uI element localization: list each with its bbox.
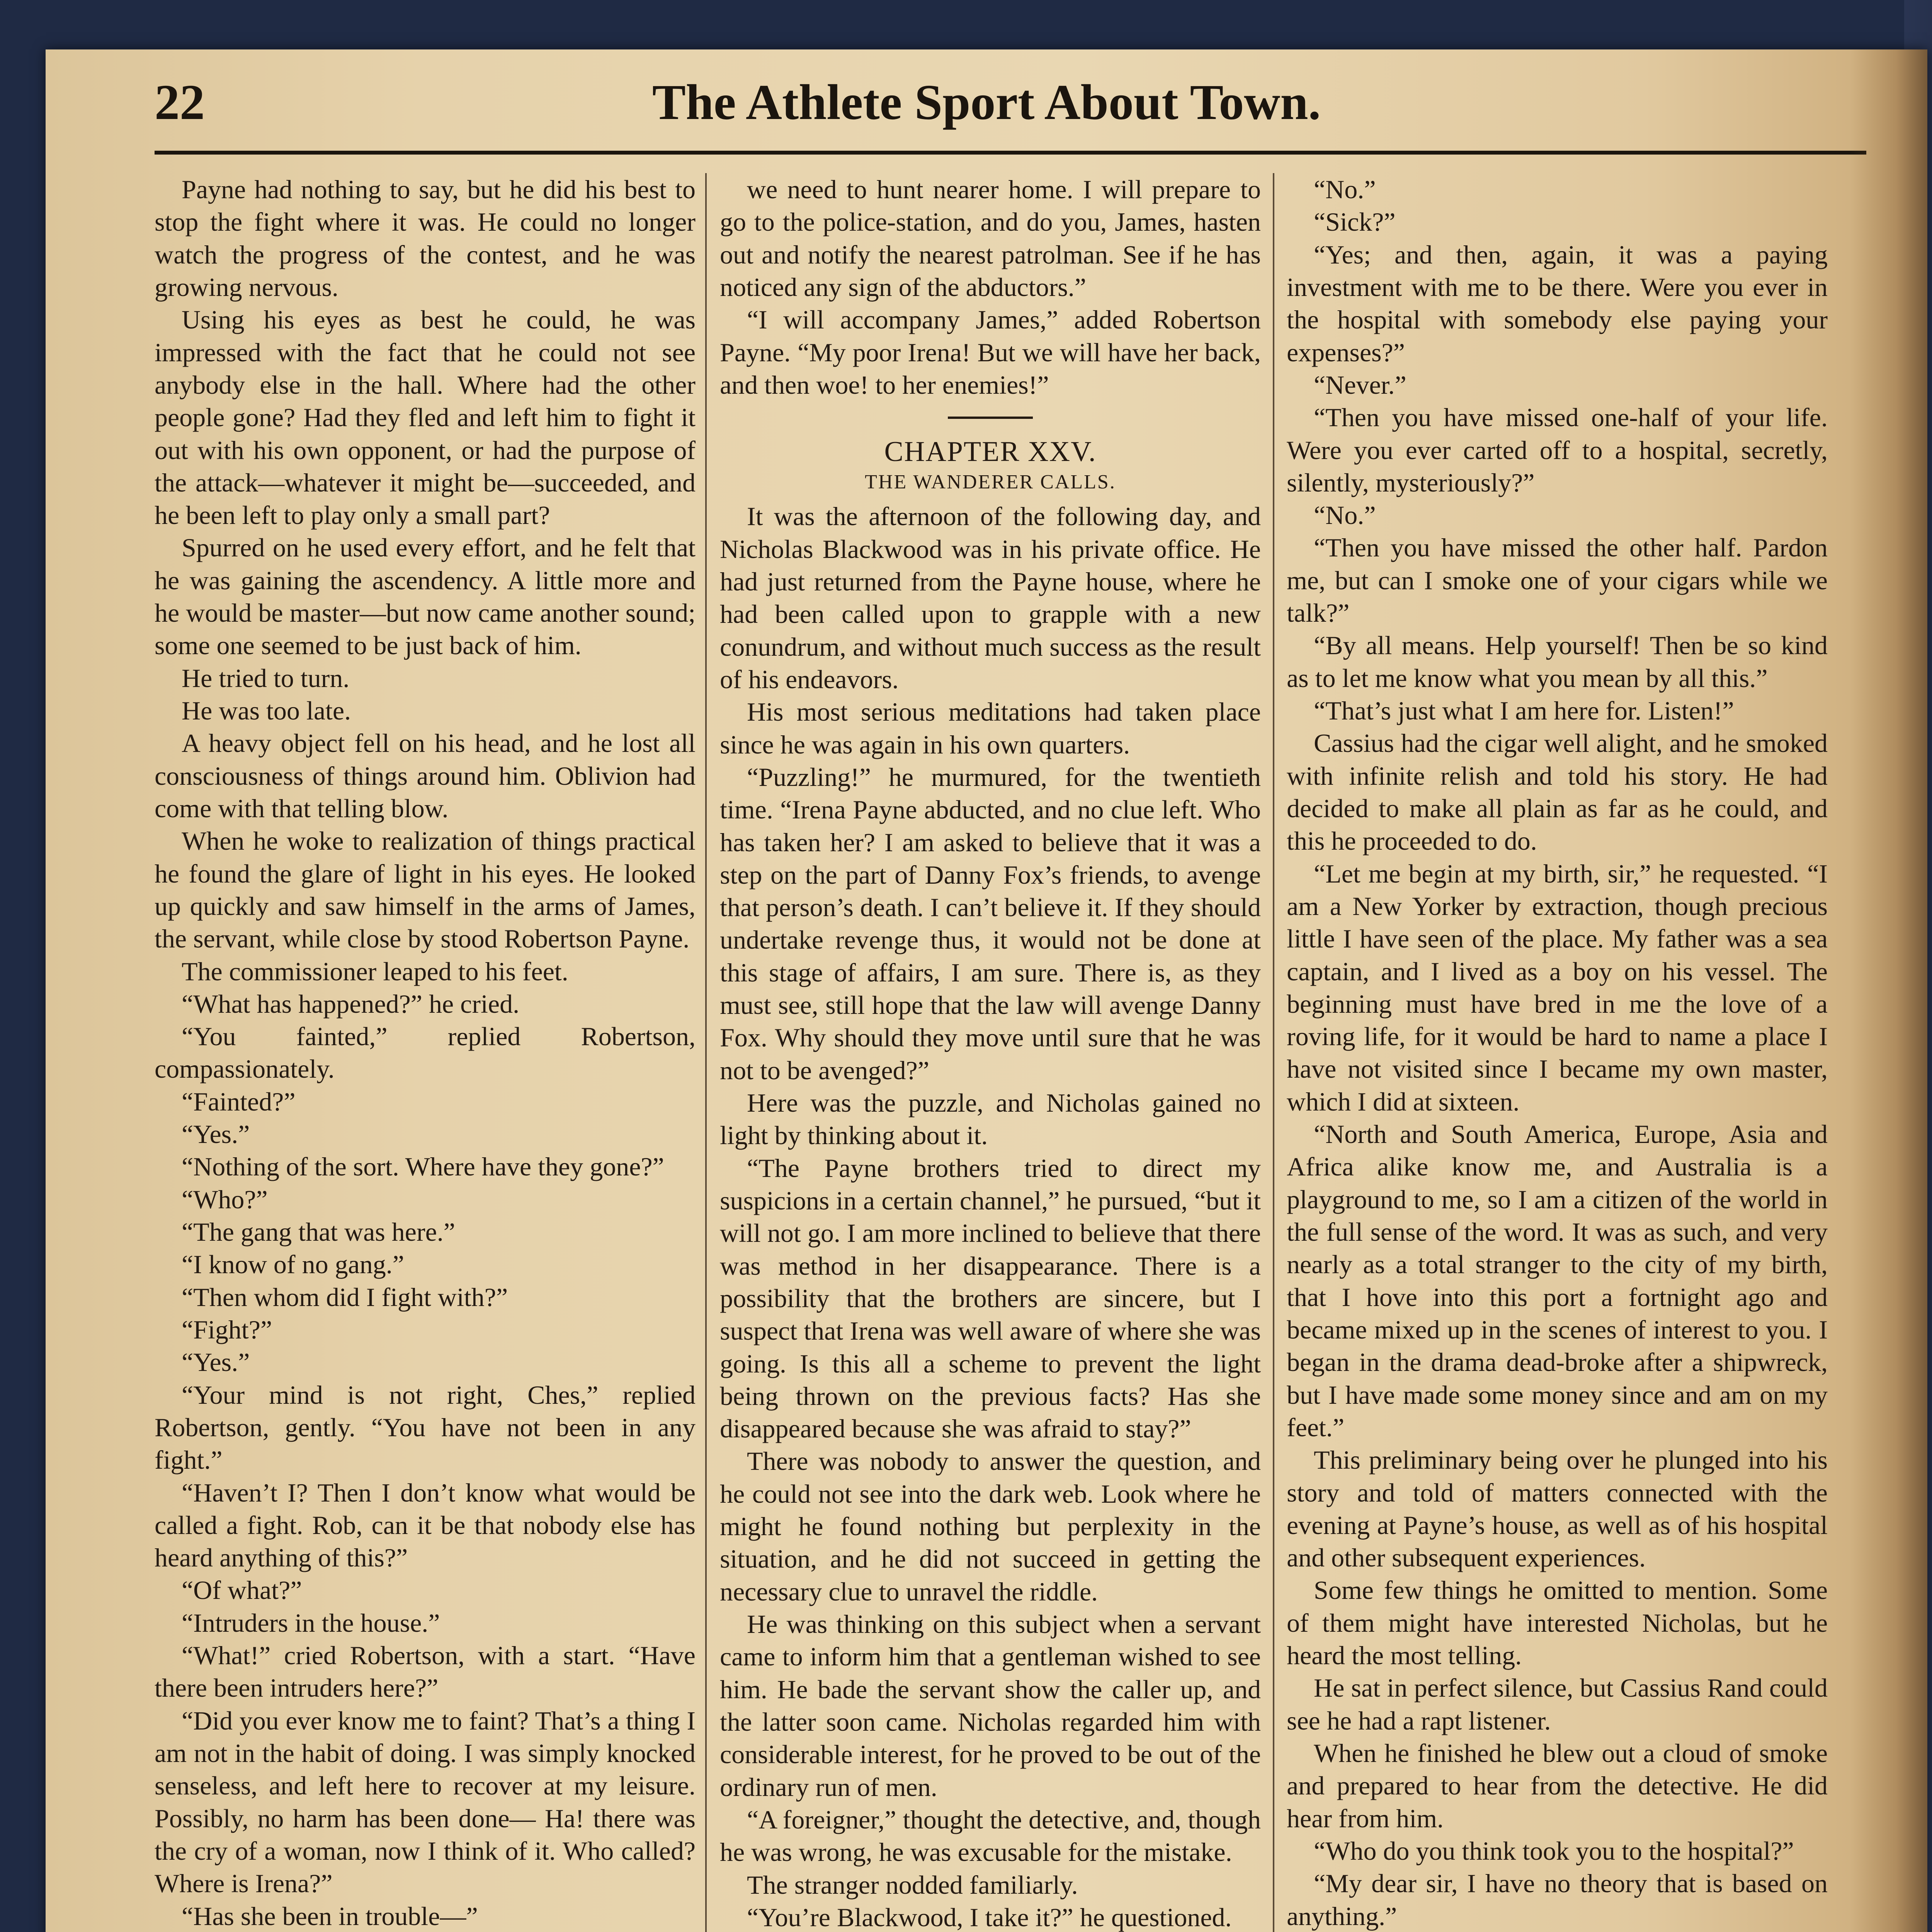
paragraph: “Did you ever know me to faint? That’s a thing I am not in the habit of doing. I was simply knocked senseless, and left here to recover at my leisure. Possibly, no harm has been done— Ha! there was the cry of a woman, now I think of it. Who called? Where is Irena?” [155, 1706, 696, 1898]
paragraph: “Yes.” [182, 1347, 250, 1377]
text-column-2 [720, 173, 1261, 1932]
page-number: 22 [155, 75, 205, 130]
paragraph: “I know of no gang.” [182, 1250, 404, 1279]
paragraph: “Fight?” [182, 1315, 272, 1344]
paragraph: Here was the puzzle, and Nicholas gained no light by thinking about it. [720, 1088, 1261, 1150]
paragraph: we need to hunt nearer home. I will prepare to go to the police-station, and do you, James, hasten out and notify the nearest patrolman. See if he has noticed any sign of the abductors.” [720, 175, 1261, 302]
paragraph: “Let me begin at my birth, sir,” he requested. “I am a New Yorker by extraction, though precious little I have seen of the place. My father was a sea captain, and I lived as a boy on his vessel. The beginning must have bred in me the love of a roving life, for it would be hard to name a place I have not visited since I became my own master, which I did at sixteen. [1287, 859, 1828, 1116]
column-divider [1273, 173, 1274, 1932]
paragraph: Using his eyes as best he could, he was impressed with the fact that he could not see anybody else in the hall. Where had the other people gone? Had they fled and left him to fight it out with his own opponent, or had the purpose of the attack—whatever it might be—succeeded, and he been left to play only a small part? [155, 305, 696, 530]
text-column-1 [155, 173, 696, 1932]
paragraph: “Puzzling!” he murmured, for the twentieth time. “Irena Payne abducted, and no clue left. Who has taken her? I am asked to believe that it was a step on the part of Danny Fox’s friends, to avenge that person’s death. I can’t believe it. If they should undertake revenge thus, it would not be done at this stage of affairs, I am sure. There is, as they must see, still hope that the law will avenge Danny Fox. Why should they move until sure that he was not to be avenged?” [720, 762, 1261, 1085]
paragraph: “By all means. Help yourself! Then be so kind as to let me know what you mean by all this.” [1287, 631, 1828, 693]
paragraph: There was nobody to answer the question, and he could not see into the dark web. Look where he might he found nothing but perplexity in the situation, and he did not succeed in getting the necessary clue to unravel the riddle. [720, 1446, 1261, 1606]
page-header [46, 49, 1927, 150]
magazine-page [46, 49, 1927, 1932]
paragraph: “Then whom did I fight with?” [182, 1282, 508, 1312]
paragraph: Payne had nothing to say, but he did his best to stop the fight where it was. He could no longer watch the progress of the contest, and he was growing nervous. [155, 175, 696, 302]
column-2-lead-text [720, 173, 1261, 401]
chapter-divider [948, 417, 1033, 419]
text-column-3 [1287, 173, 1828, 1932]
paragraph: The stranger nodded familiarly. [747, 1870, 1078, 1900]
paragraph: “Then you have missed one-half of your life. Were you ever carted off to a hospital, secretly, silently, mysteriously?” [1287, 403, 1828, 497]
paragraph: The commissioner leaped to his feet. [182, 956, 568, 986]
paragraph: “Who do you think took you to the hospital?” [1314, 1836, 1794, 1866]
paragraph: “North and South America, Europe, Asia and Africa alike know me, and Australia is a playground to me, so I am a citizen of the world in the full sense of the word. It was as such, and very nearly as a total stranger to the city of my birth, that I hove into this port a fortnight ago and became mixed up in the scenes of interest to you. I began in the drama dead-broke after a shipwreck, but I have made some money since and am on my feet.” [1287, 1119, 1828, 1442]
paragraph: “What has happened?” he cried. [182, 989, 520, 1019]
paragraph: “Never.” [1314, 370, 1406, 400]
chapter-subtitle: THE WANDERER CALLS. [865, 471, 1116, 493]
paragraph: His most serious meditations had taken place since he was again in his own quarters. [720, 697, 1261, 759]
paragraph: When he woke to realization of things practical he found the glare of light in his eyes. He looked up quickly and saw himself in the arms of James, the servant, while close by stood Robertson Payne. [155, 826, 696, 954]
paragraph: “Intruders in the house.” [182, 1608, 440, 1638]
column-2-chapter-text [720, 500, 1261, 1932]
paragraph: “A foreigner,” thought the detective, and, though he was wrong, he was excusable for the mistake. [720, 1804, 1261, 1867]
paragraph: “Nothing of the sort. Where have they gone?” [182, 1152, 664, 1182]
paragraph: “Haven’t I? Then I don’t know what would be called a fight. Rob, can it be that nobody else has heard anything of this?” [155, 1478, 696, 1573]
paragraph: “The Payne brothers tried to direct my suspicions in a certain channel,” he pursued, “but it will not go. I am more inclined to believe that there was method in her disappearance. There is a possibility that the brothers are sincere, but I suspect that Irena was well aware of where she was going. Is this all a scheme to prevent the light being thrown on the previous facts? Has she disappeared because she was afraid to stay?” [720, 1153, 1261, 1444]
paragraph: “You’re Blackwood, I take it?” he questioned. [747, 1902, 1232, 1932]
paragraph: This preliminary being over he plunged into his story and told of matters connected with the evening at Payne’s house, as well as of his hospital and other subsequent experiences. [1287, 1445, 1828, 1573]
paragraph: “No.” [1314, 175, 1376, 204]
paragraph: “That’s just what I am here for. Listen!” [1314, 696, 1734, 725]
paragraph: “My dear sir, I have no theory that is based on anything.” [1287, 1869, 1828, 1931]
paragraph: “Yes; and then, again, it was a paying investment with me to be there. Were you ever in the hospital with somebody else paying your expenses?” [1287, 240, 1828, 367]
paragraph: “No.” [1314, 500, 1376, 530]
paragraph: “Then you have missed the other half. Pardon me, but can I smoke one of your cigars while we talk?” [1287, 533, 1828, 628]
paragraph: “Fainted?” [182, 1087, 296, 1116]
paragraph: “Of what?” [182, 1575, 302, 1605]
paragraph: “You fainted,” replied Robertson, compassionately. [155, 1022, 696, 1084]
paragraph: He was thinking on this subject when a servant came to inform him that a gentleman wished to see him. He bade the servant show the caller up, and the latter soon came. Nicholas regarded him with considerable interest, for he proved to be out of the ordinary run of men. [720, 1609, 1261, 1802]
header-rule [155, 151, 1866, 155]
paragraph: He was too late. [182, 696, 351, 725]
column-divider [705, 173, 707, 1932]
paragraph: “The gang that was here.” [182, 1217, 455, 1247]
paragraph: “I will accompany James,” added Robertson Payne. “My poor Irena! But we will have her back, and then woe! to her enemies!” [720, 305, 1261, 400]
paragraph: “Sick?” [1314, 207, 1396, 237]
paragraph: He tried to turn. [182, 663, 350, 693]
paragraph: When he finished he blew out a cloud of smoke and prepared to hear from the detective. He did hear from him. [1287, 1738, 1828, 1833]
paragraph: “Your mind is not right, Ches,” replied Robertson, gently. “You have not been in any fight.” [155, 1380, 696, 1475]
paragraph: He sat in perfect silence, but Cassius Rand could see he had a rapt listener. [1287, 1673, 1828, 1735]
paragraph: Cassius had the cigar well alight, and he smoked with infinite relish and told his story. He had decided to make all plain as far as he could, and this he proceeded to do. [1287, 728, 1828, 856]
paragraph: “Has she been in trouble—” [182, 1901, 478, 1931]
paragraph: “Who?” [182, 1184, 268, 1214]
chapter-title: CHAPTER XXV. [884, 436, 1097, 468]
paragraph: It was the afternoon of the following day, and Nicholas Blackwood was in his private office. He had just returned from the Payne house, where he had been called upon to grapple with a new conundrum, and without much success as the result of his endeavors. [720, 502, 1261, 694]
paragraph: A heavy object fell on his head, and he lost all consciousness of things around him. Oblivion had come with that telling blow. [155, 728, 696, 823]
paragraph: Spurred on he used every effort, and he felt that he was gaining the ascendency. A little more and he would be master—but now came another sound; some one seemed to be just back of him. [155, 533, 696, 660]
paragraph: Some few things he omitted to mention. Some of them might have interested Nicholas, but he heard the most telling. [1287, 1575, 1828, 1670]
page-title: The Athlete Sport About Town. [652, 75, 1321, 130]
paragraph: “Yes.” [182, 1119, 250, 1149]
paragraph: “What!” cried Robertson, with a start. “Have there been intruders here?” [155, 1641, 696, 1703]
